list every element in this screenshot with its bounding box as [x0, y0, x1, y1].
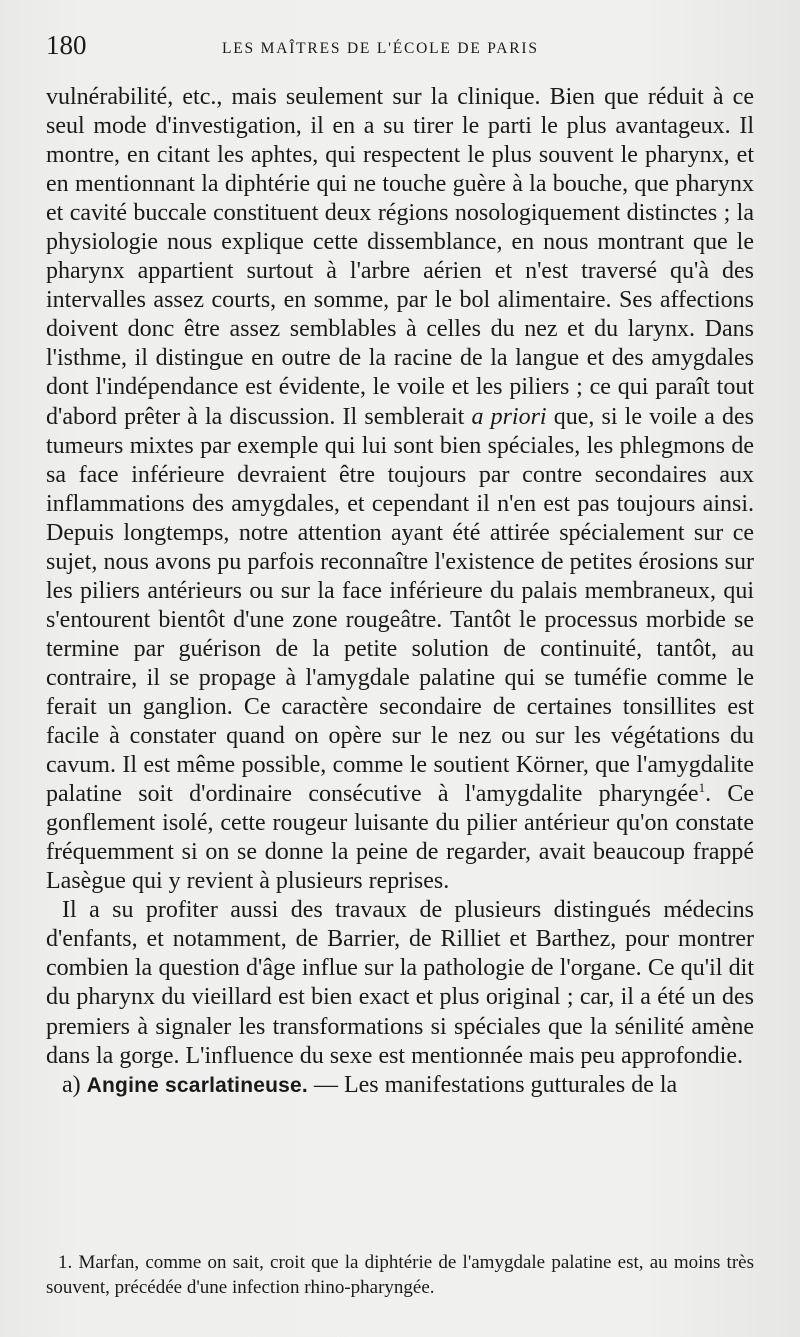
- footnote-marker: 1: [698, 780, 706, 796]
- paragraph-text: que, si le voile a des tumeurs mixtes par exemple qui lui sont bien spéciales, les phlegmons de sa face inférieure devraient être toujours par contre secondaires aux inflammations des amygdales, et cependant il n'en est pas toujours ainsi. Depuis longtemps, notre attention ayant été attirée spécialement sur ce sujet, nous avons pu parfois reconnaître l'existence de petites érosions sur les piliers antérieurs ou sur la face inférieure du palais membraneux, qui s'entourent bientôt d'une zone rougeâtre. Tantôt le processus morbide se termine par guérison de la petite solution de continuité, tantôt, au contraire, il se propage à l'amygdale palatine qui se tuméfie comme le ferait un ganglion. Ce caractère secondaire de certaines tonsillites est facile à constater quand on opère sur le nez ou sur les végétations du cavum. Il est même possible, comme le soutient Körner, que l'amygdalite palatine soit d'ordinaire consécutive à l'amygdalite pharyngée: [46, 403, 755, 808]
- section-marker: a): [62, 1071, 81, 1098]
- footnote: [46, 1250, 754, 1300]
- footnote-paragraph: [46, 1250, 754, 1300]
- footnote-number: 1.: [58, 1252, 73, 1273]
- footnote-text: Marfan, comme on sait, croit que la diphtérie de l'amygdale palatine est, au moins très souvent, précédée d'une infection rhino-pharyngée.: [46, 1252, 754, 1298]
- paragraph: Il a su profiter aussi des travaux de plusieurs distingués médecins d'enfants, et notamment, de Barrier, de Rilliet et Barthez, pour montrer combien la question d'âge influe sur la pathologie de l'organe. Ce qu'il dit du pharynx du vieillard est bien exact et plus original ; car, il a été un des premiers à signaler les transformations si spéciales que la sénilité amène dans la gorge. L'influence du sexe est mentionnée mais peu approfondie.: [46, 897, 754, 1069]
- running-title: LES MAÎTRES DE L'ÉCOLE DE PARIS: [222, 40, 539, 57]
- page-number: 180: [46, 30, 87, 60]
- italic-phrase: a priori: [471, 403, 547, 430]
- paragraph-text: . Ce gonflement isolé, cette rougeur luisante du pilier antérieur qu'on constate fréquemment si on se donne la peine de regarder, avait beaucoup frappé Lasègue qui y revient à plusieurs reprises.: [46, 781, 755, 895]
- body-text: [46, 83, 754, 1100]
- section-heading: Angine scarlatineuse.: [86, 1073, 308, 1097]
- running-head: [46, 30, 752, 66]
- paragraph-text: vulnérabilité, etc., mais seulement sur la clinique. Bien que réduit à ce seul mode d'investigation, il en a su tirer le parti le plus avantageux. Il montre, en citant les aphtes, qui respectent le plus souvent le pharynx, et en mentionnant la diphtérie qui ne touche guère à la bouche, que pharynx et cavité buccale constituent deux régions nosologiquement distinctes ; la physiologie nous explique cette dissemblance, en nous montrant que le pharynx appartient surtout à l'arbre aérien et n'est traversé qu'à des intervalles assez courts, en somme, par le bol alimentaire. Ses affections doivent donc être assez semblables à celles du nez et du larynx. Dans l'isthme, il distingue en outre de la racine de la langue et des amygdales dont l'indépendance est évidente, le voile et les piliers ; ce qui paraît tout d'abord prêter à la discussion. Il semblerait: [46, 84, 754, 430]
- section-paragraph: [46, 1071, 754, 1100]
- paragraph: [46, 83, 754, 896]
- paragraph-text: — Les manifestations gutturales de la: [307, 1071, 678, 1098]
